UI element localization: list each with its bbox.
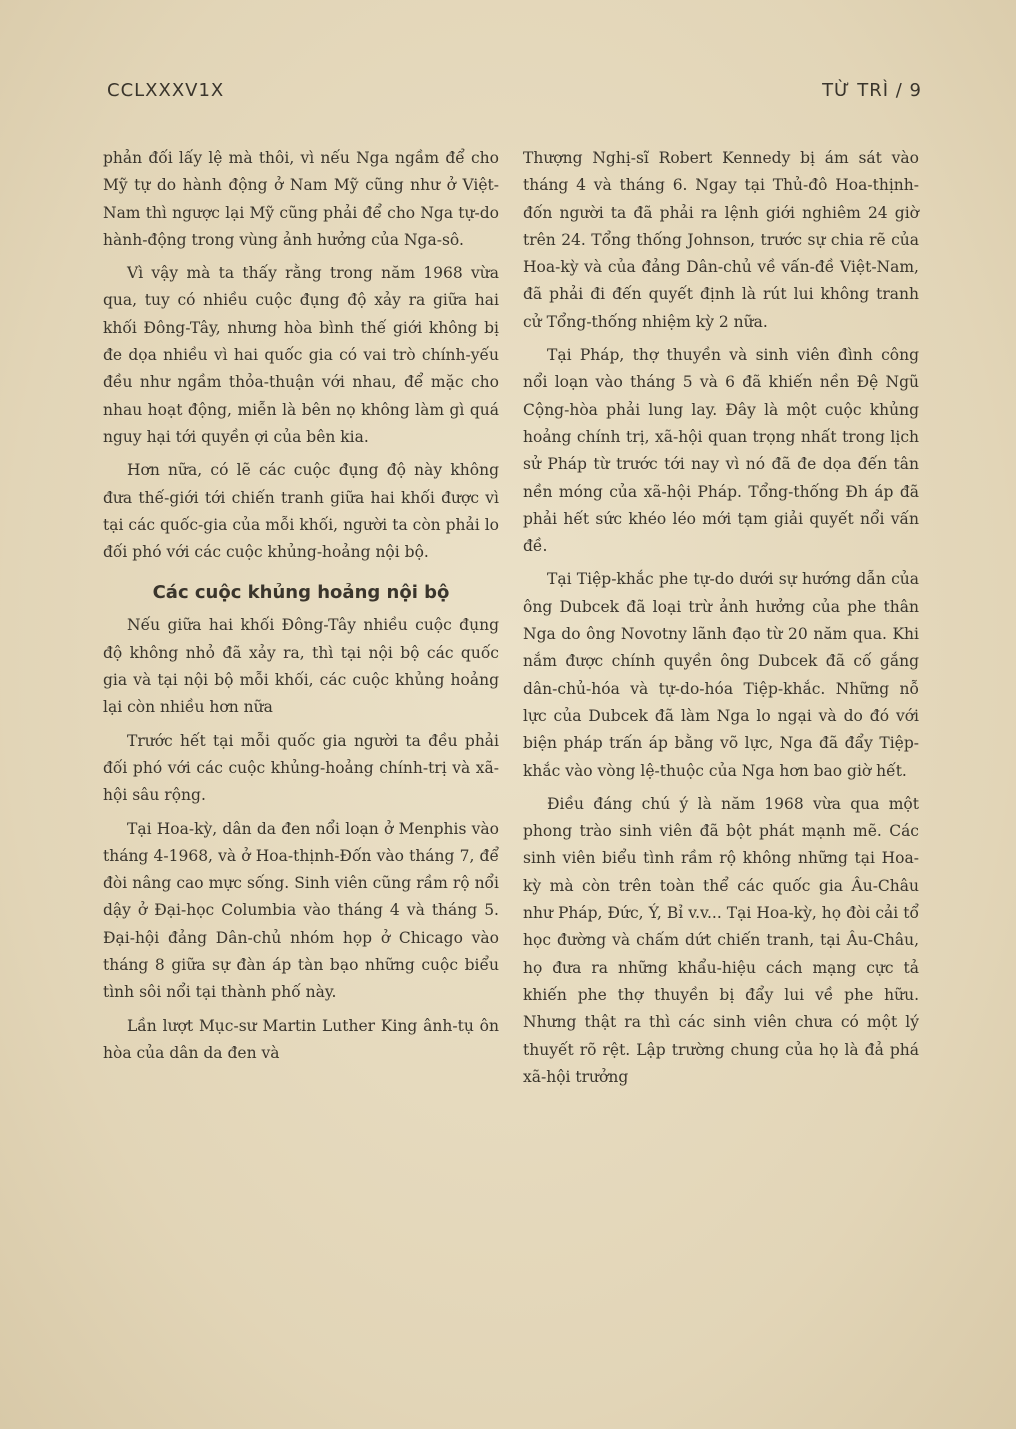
section-page-number: TỪ TRÌ / 9: [822, 80, 922, 101]
paragraph: Tại Tiệp-khắc phe tự-do dưới sự hướng dẫn của ông Dubcek đã loại trừ ảnh hưởng của phe thân Nga do ông Novotny lãnh đạo từ 20 năm qua. Khi nắm được chính quyền ông Dubcek đã cố gắng dân-chủ-hóa và tự-do-hóa Tiệp-khắc. Những nỗ lực của Dubcek đã làm Nga lo ngại và do đó với biện pháp trấn áp bằng võ lực, Nga đã đẩy Tiệp-khắc vào vòng lệ-thuộc của Nga hơn bao giờ hết.: [523, 570, 919, 780]
paragraph: Tại Pháp, thợ thuyền và sinh viên đình công nổi loạn vào tháng 5 và 6 đã khiến nền Đệ Ngũ Cộng-hòa phải lung lay. Đây là một cuộc khủng hoảng chính trị, xã-hội quan trọng nhất trong lịch sử Pháp từ trước tới nay vì nó đã đe dọa đến tân nền móng của xã-hội Pháp. Tổng-thống Đh áp đã phải hết sức khéo léo mới tạm giải quyết nổi vấn đề.: [523, 346, 919, 556]
paragraph: Nếu giữa hai khối Đông-Tây nhiều cuộc đụng độ không nhỏ đã xảy ra, thì tại nội bộ các quốc gia và tại nội bộ mỗi khối, các cuộc khủng hoảng lại còn nhiều hơn nữa: [103, 616, 499, 717]
issue-number: CCLXXXV1X: [107, 80, 225, 101]
paragraph: Lần lượt Mục-sư Martin Luther King ânh-tụ ôn hòa của dân da đen và: [103, 1016, 499, 1062]
paragraph: Điều đáng chú ý là năm 1968 vừa qua một phong trào sinh viên đã bột phát mạnh mẽ. Các sinh viên biểu tình rầm rộ không những tại Hoa-kỳ mà còn trên toàn thể các quốc gia Âu-Châu như Pháp, Đức, Ý, Bỉ v.v... Tại Hoa-kỳ, họ đòi cải tổ học đường và chấm dứt chiến tranh, tại Âu-Châu, họ đưa ra những khẩu-hiệu cách mạng cực tả khiến phe thợ thuyền bị đẩy lui về phe hữu. Nhưng thật ra thì các sinh viên chưa có một lý thuyết rõ rệt. Lập trường chung của họ là đả phá xã-hội trưởng: [523, 794, 919, 1086]
paragraph: Thượng Nghị-sĩ Robert Kennedy bị ám sát vào tháng 4 và tháng 6. Ngay tại Thủ-đô Hoa-thịnh-đốn người ta đã phải ra lệnh giới nghiêm 24 giờ trên 24. Tổng thống Johnson, trước sự chia rẽ của Hoa-kỳ và của đảng Dân-chủ về vấn-đề Việt-Nam, đã phải đi đến quyết định là rút lui không tranh cử Tổng-thống nhiệm kỳ 2 nữa.: [523, 149, 919, 331]
page-header: [0, 80, 1016, 110]
section-heading: Các cuộc khủng hoảng nội bộ: [152, 582, 450, 604]
left-column: [103, 145, 499, 1073]
paragraph: Vì vậy mà ta thấy rằng trong năm 1968 vừa qua, tuy có nhiều cuộc đụng độ xảy ra giữa hai khối Đông-Tây, nhưng hòa bình thế giới không bị đe dọa nhiều vì hai quốc gia có vai trò chính-yếu đều như ngầm thỏa-thuận với nhau, để mặc cho nhau hoạt động, miễn là bên nọ không làm gì quá nguy hại tới quyền ợi của bên kia.: [103, 264, 499, 446]
paragraph: Hơn nữa, có lẽ các cuộc đụng độ này không đưa thế-giới tới chiến tranh giữa hai khối được vì tại các quốc-gia của mỗi khối, người ta còn phải lo đối phó với các cuộc khủng-hoảng nội bộ.: [103, 461, 499, 562]
paragraph: Trước hết tại mỗi quốc gia người ta đều phải đối phó với các cuộc khủng-hoảng chính-trị và xã-hội sâu rộng.: [103, 731, 499, 805]
right-column: [523, 145, 919, 1097]
paragraph: Tại Hoa-kỳ, dân da đen nổi loạn ở Menphis vào tháng 4-1968, và ở Hoa-thịnh-Đốn vào tháng 7, để đòi nâng cao mực sống. Sinh viên cũng rầm rộ nổi dậy ở Đại-học Columbia vào tháng 4 và tháng 5. Đại-hội đảng Dân-chủ nhóm họp ở Chicago vào tháng 8 giữa sự đàn áp tàn bạo những cuộc biểu tình sôi nổi tại thành phố này.: [103, 819, 499, 1002]
paragraph: phản đối lấy lệ mà thôi, vì nếu Nga ngầm để cho Mỹ tự do hành động ở Nam Mỹ cũng như ở Việt-Nam thì ngược lại Mỹ cũng phải để cho Nga tự-do hành-động trong vùng ảnh hưởng của Nga-sô.: [103, 149, 499, 249]
